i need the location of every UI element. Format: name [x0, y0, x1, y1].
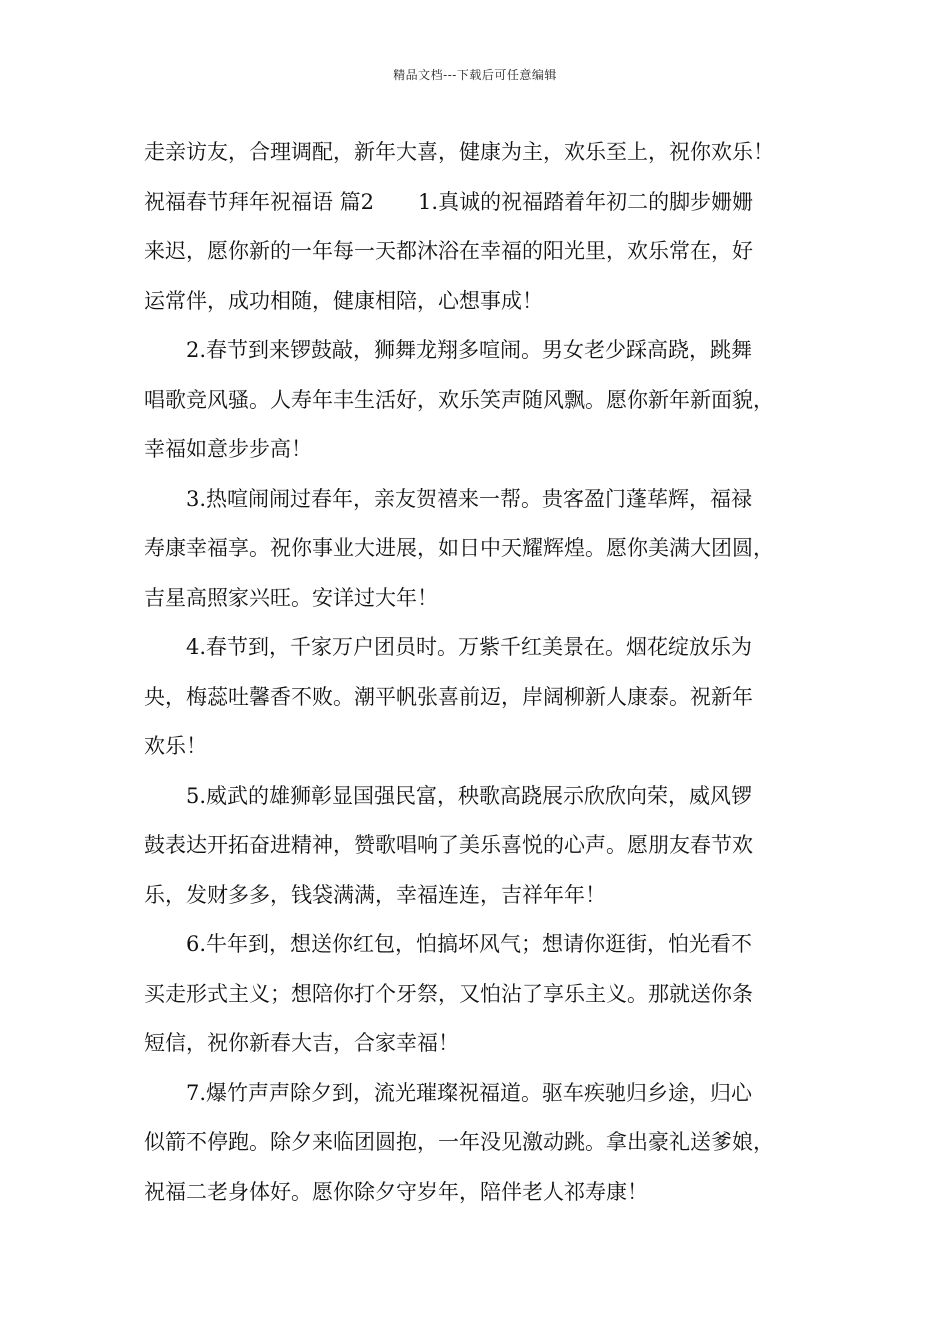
text-line: 鼓表达开拓奋进精神，赞歌唱响了美乐喜悦的心声。愿朋友春节欢 [144, 833, 753, 857]
text-line: 似箭不停跑。除夕来临团圆抱，一年没见激动跳。拿出豪礼送爹娘， [144, 1130, 774, 1154]
text-line: 欢乐！ [144, 734, 207, 758]
item-1-start: 1.真诚的祝福踏着年初二的脚步姗姗 [418, 189, 754, 214]
section-heading: 祝福春节拜年祝福语 篇2 [144, 189, 375, 214]
text-line: 央，梅蕊吐馨香不败。潮平帆张喜前迈，岸阔柳新人康泰。祝新年 [144, 684, 753, 709]
text-line: 4.春节到，千家万户团员时。万紫千红美景在。烟花绽放乐为 [186, 635, 753, 659]
text-line: 祝福二老身体好。愿你除夕守岁年，陪伴老人祁寿康！ [144, 1179, 648, 1204]
text-line [144, 178, 834, 228]
text-line: 2.春节到来锣鼓敲，狮舞龙翔多喧闹。男女老少踩高跷，跳舞 [186, 338, 753, 362]
text-line: 3.热喧闹闹过春年，亲友贺禧来一帮。贵客盈门蓬荜辉，福禄 [186, 486, 753, 511]
text-line: 乐，发财多多，钱袋满满，幸福连连，吉祥年年！ [144, 882, 606, 907]
text-line: 7.爆竹声声除夕到，流光璀璨祝福道。驱车疾驰归乡途，归心 [186, 1080, 753, 1105]
text-line: 走亲访友，合理调配，新年大喜，健康为主，欢乐至上，祝你欢乐！ [144, 140, 774, 164]
text-line: 幸福如意步步高！ [144, 437, 312, 461]
text-line: 运常伴，成功相随，健康相陪，心想事成！ [144, 288, 543, 313]
text-line: 买走形式主义；想陪你打个牙祭，又怕沾了享乐主义。那就送你条 [144, 981, 753, 1006]
text-line: 来迟，愿你新的一年每一天都沐浴在幸福的阳光里，欢乐常在，好 [144, 239, 753, 263]
page-header: 精品文档---下载后可任意编辑 [393, 68, 557, 82]
text-line: 5.威武的雄狮彰显国强民富，秧歌高跷展示欣欣向荣，威风锣 [186, 783, 753, 808]
document-body [144, 128, 834, 1217]
text-line: 吉星高照家兴旺。安详过大年！ [144, 585, 438, 610]
text-line: 寿康幸福享。祝你事业大进展，如日中天耀辉煌。愿你美满大团圆， [144, 536, 774, 560]
text-line: 6.牛年到，想送你红包，怕搞坏风气；想请你逛街，怕光看不 [186, 932, 753, 956]
text-line: 唱歌竞风骚。人寿年丰生活好，欢乐笑声随风飘。愿你新年新面貌， [144, 387, 774, 412]
text-line: 短信，祝你新春大吉，合家幸福！ [144, 1031, 459, 1055]
